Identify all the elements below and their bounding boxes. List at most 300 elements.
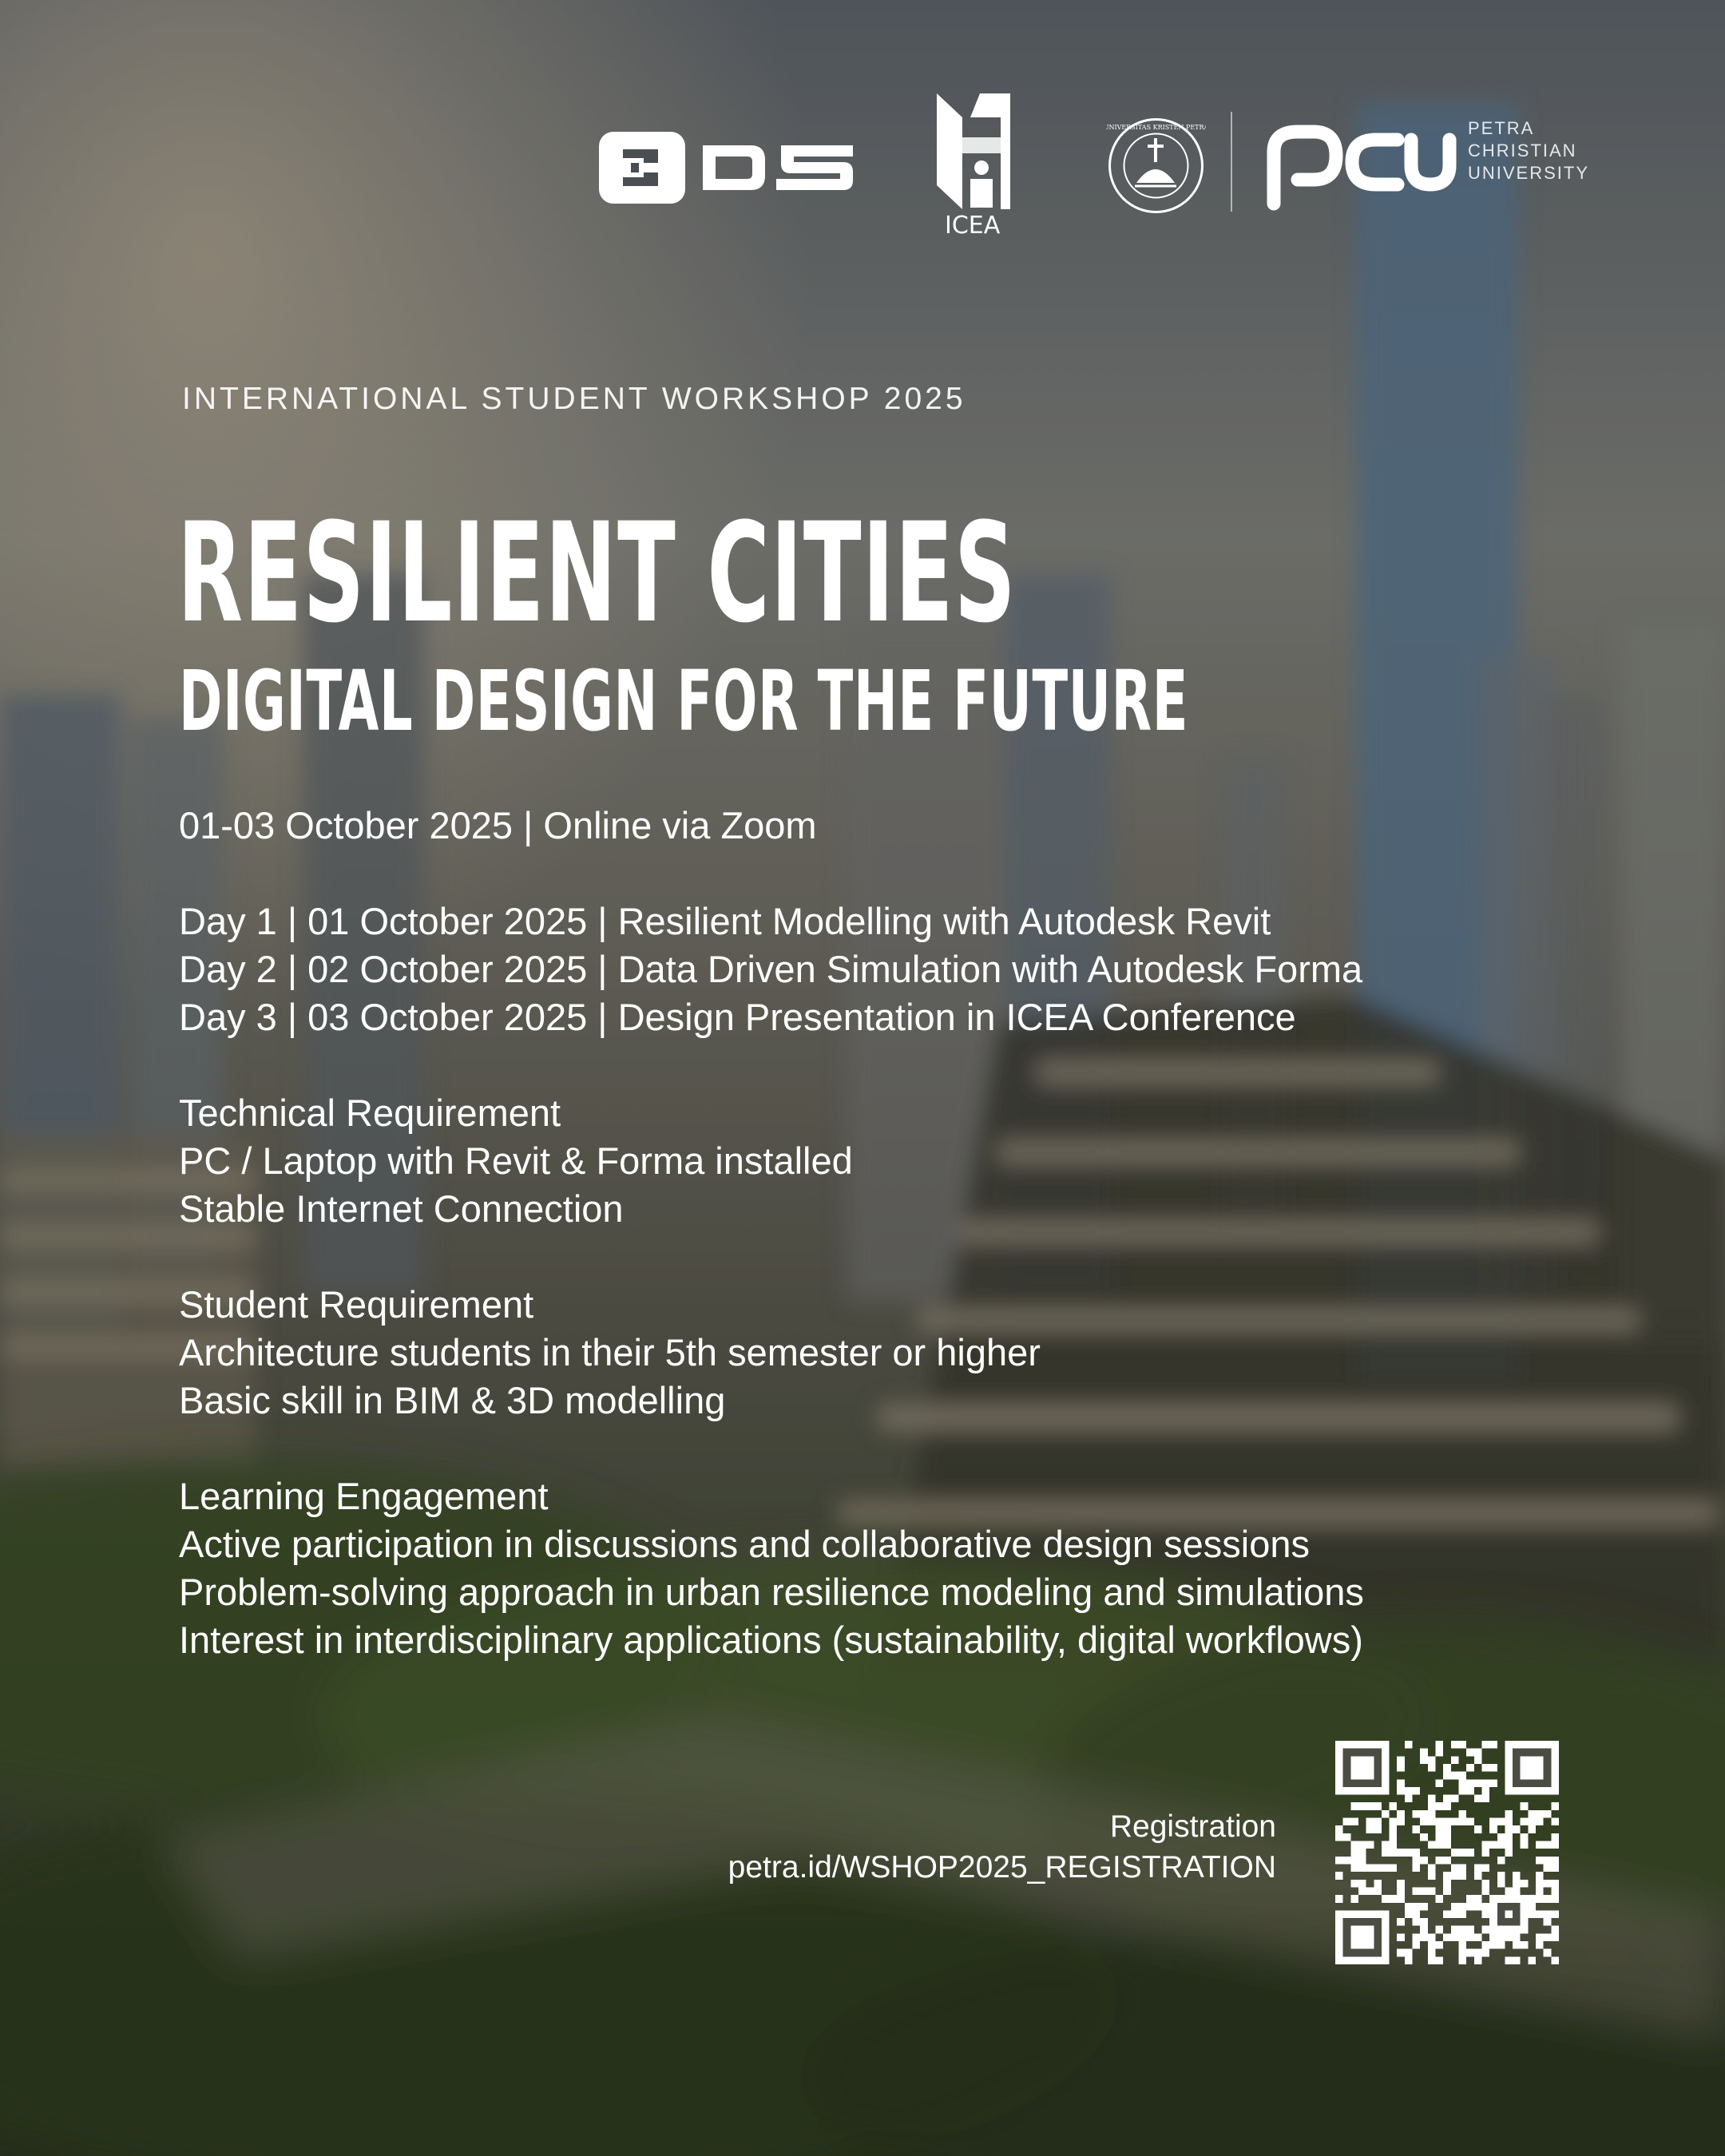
qr-module xyxy=(1458,1741,1466,1749)
qr-module xyxy=(1335,1872,1343,1880)
qr-module xyxy=(1405,1956,1413,1964)
registration-link[interactable]: petra.id/WSHOP2025_REGISTRATION xyxy=(728,1850,1276,1885)
qr-module xyxy=(1443,1841,1451,1849)
qr-module xyxy=(1374,1818,1382,1826)
qr-module xyxy=(1397,1880,1405,1888)
qr-module xyxy=(1335,1895,1343,1903)
qr-module xyxy=(1428,1956,1436,1964)
qr-module xyxy=(1397,1756,1405,1764)
qr-module xyxy=(1489,1941,1497,1949)
qr-module xyxy=(1428,1802,1436,1810)
qr-module xyxy=(1397,1887,1405,1895)
qr-module xyxy=(1436,1741,1444,1749)
qr-module xyxy=(1489,1741,1497,1749)
technical-heading: Technical Requirement xyxy=(179,1092,561,1134)
qr-module xyxy=(1428,1933,1436,1941)
qr-module xyxy=(1481,1880,1489,1888)
qr-module xyxy=(1366,1818,1374,1826)
qr-module xyxy=(1551,1802,1559,1810)
qr-module xyxy=(1390,1849,1398,1857)
list-item: Architecture students in their 5th semester or higher xyxy=(179,1331,1041,1373)
qr-module xyxy=(1374,1864,1382,1872)
qr-module xyxy=(1505,1910,1513,1918)
pcu-mark: pcu xyxy=(1266,116,1267,117)
qr-module xyxy=(1458,1849,1466,1857)
qr-module xyxy=(1397,1779,1405,1787)
qr-module xyxy=(1443,1910,1451,1918)
qr-module xyxy=(1366,1825,1374,1833)
qr-module xyxy=(1350,1895,1358,1903)
qr-module xyxy=(1466,1818,1474,1826)
qr-module xyxy=(1443,1933,1451,1941)
qr-module xyxy=(1382,1810,1390,1818)
qr-module xyxy=(1350,1864,1358,1872)
qr-module xyxy=(1420,1926,1428,1934)
qr-module xyxy=(1521,1833,1529,1841)
qr-module xyxy=(1544,1949,1552,1957)
qr-module xyxy=(1350,1756,1374,1779)
qr-module xyxy=(1458,1903,1466,1911)
qr-module xyxy=(1413,1825,1421,1833)
qr-module xyxy=(1513,1887,1521,1895)
qr-module xyxy=(1413,1887,1421,1895)
qr-module xyxy=(1428,1795,1436,1803)
qr-module xyxy=(1420,1756,1428,1764)
qr-module xyxy=(1428,1764,1436,1772)
qr-module xyxy=(1382,1849,1390,1857)
logo-divider xyxy=(1231,112,1232,212)
qr-module xyxy=(1420,1918,1428,1926)
qr-module xyxy=(1413,1903,1421,1911)
qr-module xyxy=(1551,1841,1559,1849)
qr-module xyxy=(1413,1849,1421,1857)
qr-module xyxy=(1451,1926,1459,1934)
qr-module xyxy=(1513,1825,1521,1833)
qr-module xyxy=(1528,1903,1536,1911)
qr-module xyxy=(1428,1810,1436,1818)
list-item: Basic skill in BIM & 3D modelling xyxy=(179,1379,726,1421)
qr-module xyxy=(1350,1841,1358,1849)
qr-module xyxy=(1536,1818,1544,1826)
qr-module xyxy=(1513,1880,1521,1888)
qr-module xyxy=(1481,1741,1489,1749)
qr-module xyxy=(1466,1926,1474,1934)
qr-module xyxy=(1443,1880,1451,1888)
qr-module xyxy=(1528,1956,1536,1964)
qr-module xyxy=(1374,1825,1382,1833)
qr-module xyxy=(1458,1956,1466,1964)
qr-module xyxy=(1358,1887,1366,1895)
qr-module xyxy=(1458,1933,1466,1941)
qr-module xyxy=(1489,1825,1497,1833)
qr-module xyxy=(1466,1764,1474,1772)
qr-module xyxy=(1466,1787,1474,1795)
qr-module xyxy=(1420,1857,1428,1865)
qr-module xyxy=(1513,1872,1521,1880)
qr-module xyxy=(1405,1787,1413,1795)
qr-module xyxy=(1489,1779,1497,1787)
qr-module xyxy=(1481,1926,1489,1934)
list-item: Interest in interdisciplinary applications (sustainability, digital workflows) xyxy=(179,1619,1363,1661)
qr-module xyxy=(1474,1933,1482,1941)
qr-module xyxy=(1405,1949,1413,1957)
qr-module xyxy=(1505,1825,1513,1833)
qr-module xyxy=(1350,1857,1358,1865)
qr-module xyxy=(1358,1841,1366,1849)
qr-module xyxy=(1397,1818,1405,1826)
event-date-line: 01-03 October 2025 | Online via Zoom xyxy=(179,804,817,846)
qr-module xyxy=(1474,1949,1482,1957)
qr-module xyxy=(1551,1818,1559,1826)
qr-module xyxy=(1397,1849,1405,1857)
qr-module xyxy=(1436,1749,1444,1757)
qr-module xyxy=(1528,1910,1536,1918)
qr-module xyxy=(1436,1802,1444,1810)
qr-module xyxy=(1497,1933,1505,1941)
qr-module xyxy=(1544,1810,1552,1818)
qr-module xyxy=(1513,1933,1521,1941)
list-item: Problem-solving approach in urban resilience modeling and simulations xyxy=(179,1571,1364,1613)
qr-module xyxy=(1413,1910,1421,1918)
dassault-name: 3DS xyxy=(599,128,601,129)
qr-module xyxy=(1481,1787,1489,1795)
qr-module xyxy=(1551,1910,1559,1918)
qr-module xyxy=(1428,1818,1436,1826)
qr-module xyxy=(1436,1779,1444,1787)
qr-module xyxy=(1358,1857,1366,1865)
qr-module xyxy=(1521,1941,1529,1949)
qr-module xyxy=(1458,1787,1466,1795)
qr-module xyxy=(1505,1818,1513,1826)
qr-module xyxy=(1390,1864,1398,1872)
qr-module xyxy=(1350,1926,1374,1949)
qr-module xyxy=(1413,1810,1421,1818)
qr-module xyxy=(1343,1833,1351,1841)
qr-module xyxy=(1451,1872,1459,1880)
qr-module xyxy=(1451,1903,1459,1911)
qr-module xyxy=(1536,1810,1544,1818)
qr-module xyxy=(1536,1910,1544,1918)
qr-module xyxy=(1451,1795,1459,1803)
schedule-list xyxy=(179,898,1537,1041)
qr-module xyxy=(1481,1949,1489,1957)
qr-module xyxy=(1536,1895,1544,1903)
university-seal-logo xyxy=(1106,116,1206,216)
qr-module xyxy=(1436,1956,1444,1964)
qr-module xyxy=(1413,1787,1421,1795)
qr-module xyxy=(1536,1857,1544,1865)
qr-module xyxy=(1443,1887,1451,1895)
qr-module xyxy=(1390,1895,1398,1903)
qr-module xyxy=(1436,1841,1444,1849)
qr-module xyxy=(1466,1933,1474,1941)
qr-module xyxy=(1481,1849,1489,1857)
pcu-line-christian: CHRISTIAN xyxy=(1468,141,1577,161)
qr-module xyxy=(1458,1779,1466,1787)
qr-module xyxy=(1489,1841,1497,1849)
qr-module xyxy=(1505,1833,1513,1841)
qr-module xyxy=(1474,1749,1482,1757)
pcu-line-petra: PETRA xyxy=(1468,118,1535,138)
qr-module xyxy=(1358,1864,1366,1872)
pcu-name-block xyxy=(1468,117,1628,184)
qr-module xyxy=(1443,1795,1451,1803)
qr-module xyxy=(1443,1764,1451,1772)
qr-module xyxy=(1481,1779,1489,1787)
qr-module xyxy=(1397,1918,1405,1926)
qr-module xyxy=(1536,1887,1544,1895)
qr-module xyxy=(1528,1825,1536,1833)
qr-module xyxy=(1505,1956,1513,1964)
qr-module xyxy=(1466,1949,1474,1957)
qr-module xyxy=(1343,1818,1351,1826)
qr-module xyxy=(1544,1880,1552,1888)
qr-module xyxy=(1451,1910,1459,1918)
page-title: RESILIENT CITIES xyxy=(177,493,1017,653)
list-item: Active participation in discussions and collaborative design sessions xyxy=(179,1523,1310,1565)
qr-module xyxy=(1397,1949,1405,1957)
qr-module xyxy=(1397,1933,1405,1941)
schedule-day-2: Day 2 | 02 October 2025 | Data Driven Simulation with Autodesk Forma xyxy=(179,948,1363,990)
qr-module xyxy=(1544,1918,1552,1926)
qr-module xyxy=(1335,1833,1343,1841)
qr-module xyxy=(1413,1864,1421,1872)
qr-module xyxy=(1451,1933,1459,1941)
list-item: Stable Internet Connection xyxy=(179,1187,624,1230)
qr-module xyxy=(1481,1795,1489,1803)
qr-module xyxy=(1481,1941,1489,1949)
qr-module xyxy=(1390,1825,1398,1833)
qr-module xyxy=(1497,1833,1505,1841)
learning-heading: Learning Engagement xyxy=(179,1475,549,1517)
qr-module xyxy=(1458,1941,1466,1949)
qr-module xyxy=(1436,1895,1444,1903)
qr-module xyxy=(1428,1864,1436,1872)
schedule-day-3: Day 3 | 03 October 2025 | Design Presentation in ICEA Conference xyxy=(179,996,1296,1038)
qr-module xyxy=(1481,1841,1489,1849)
seal-text: UNIVERSITAS KRISTEN PETRA xyxy=(1106,124,1206,131)
qr-module xyxy=(1443,1772,1451,1780)
qr-module xyxy=(1397,1810,1405,1818)
qr-module xyxy=(1497,1818,1505,1826)
qr-module xyxy=(1443,1825,1451,1833)
qr-module xyxy=(1481,1764,1489,1772)
qr-module xyxy=(1350,1802,1358,1810)
qr-module xyxy=(1528,1895,1536,1903)
qr-module xyxy=(1420,1749,1428,1757)
qr-module xyxy=(1551,1956,1559,1964)
qr-module xyxy=(1420,1903,1428,1911)
qr-module xyxy=(1497,1841,1505,1849)
learning-engagement-section xyxy=(179,1472,1537,1664)
qr-module xyxy=(1397,1787,1405,1795)
qr-module xyxy=(1551,1880,1559,1888)
qr-module xyxy=(1350,1849,1358,1857)
qr-module xyxy=(1458,1872,1466,1880)
qr-module xyxy=(1489,1764,1497,1772)
qr-module xyxy=(1420,1933,1428,1941)
qr-module xyxy=(1358,1802,1366,1810)
qr-module xyxy=(1551,1833,1559,1841)
qr-module xyxy=(1451,1849,1459,1857)
qr-module xyxy=(1451,1741,1459,1749)
pcu-logo xyxy=(1266,116,1457,212)
student-requirement-section xyxy=(179,1281,1537,1425)
qr-module xyxy=(1536,1880,1544,1888)
qr-module xyxy=(1489,1818,1497,1826)
qr-module xyxy=(1513,1941,1521,1949)
qr-module xyxy=(1528,1810,1536,1818)
qr-module xyxy=(1451,1756,1459,1764)
qr-module xyxy=(1489,1933,1497,1941)
qr-module xyxy=(1436,1825,1444,1833)
qr-module xyxy=(1366,1841,1374,1849)
qr-module xyxy=(1497,1857,1505,1865)
student-heading: Student Requirement xyxy=(179,1283,534,1326)
qr-module xyxy=(1536,1872,1544,1880)
qr-module xyxy=(1544,1910,1552,1918)
qr-module xyxy=(1428,1841,1436,1849)
qr-module xyxy=(1335,1857,1343,1865)
qr-module xyxy=(1420,1887,1428,1895)
qr-module xyxy=(1443,1802,1451,1810)
qr-module xyxy=(1528,1818,1536,1826)
qr-module xyxy=(1382,1895,1390,1903)
pcu-line-university: UNIVERSITY xyxy=(1468,163,1590,183)
qr-module xyxy=(1513,1956,1521,1964)
qr-module xyxy=(1343,1857,1351,1865)
qr-module xyxy=(1474,1779,1482,1787)
page-subtitle: DIGITAL DESIGN FOR THE FUTURE xyxy=(179,652,1189,750)
qr-module xyxy=(1374,1887,1382,1895)
qr-module xyxy=(1536,1933,1544,1941)
registration-label: Registration xyxy=(1109,1809,1276,1844)
qr-module xyxy=(1397,1895,1405,1903)
qr-module xyxy=(1521,1818,1529,1826)
qr-module xyxy=(1551,1887,1559,1895)
qr-module xyxy=(1443,1818,1451,1826)
workshop-kicker: INTERNATIONAL STUDENT WORKSHOP 2025 xyxy=(182,382,966,416)
qr-module xyxy=(1405,1849,1413,1857)
qr-module xyxy=(1428,1887,1436,1895)
dassault-3ds-logo xyxy=(599,128,855,208)
qr-module xyxy=(1451,1864,1459,1872)
qr-module xyxy=(1474,1825,1482,1833)
qr-module xyxy=(1505,1849,1513,1857)
icea-logo xyxy=(930,89,1026,241)
qr-module xyxy=(1458,1772,1466,1780)
qr-module xyxy=(1505,1841,1513,1849)
qr-module xyxy=(1544,1933,1552,1941)
qr-module xyxy=(1405,1903,1413,1911)
qr-module xyxy=(1390,1833,1398,1841)
qr-module xyxy=(1358,1880,1366,1888)
qr-module xyxy=(1466,1903,1474,1911)
schedule-day-1: Day 1 | 01 October 2025 | Resilient Modelling with Autodesk Revit xyxy=(179,900,1271,942)
icea-name: ICEA xyxy=(945,212,1001,240)
qr-module xyxy=(1358,1849,1366,1857)
qr-module xyxy=(1405,1741,1413,1749)
qr-module xyxy=(1474,1795,1482,1803)
qr-module xyxy=(1428,1941,1436,1949)
qr-module xyxy=(1405,1910,1413,1918)
technical-requirement-section xyxy=(179,1089,1537,1233)
qr-module xyxy=(1413,1857,1421,1865)
qr-module xyxy=(1521,1802,1529,1810)
qr-module xyxy=(1420,1810,1428,1818)
qr-module xyxy=(1474,1903,1482,1911)
qr-module xyxy=(1551,1926,1559,1934)
qr-module xyxy=(1474,1956,1482,1964)
qr-module xyxy=(1443,1872,1451,1880)
qr-module xyxy=(1413,1933,1421,1941)
qr-module xyxy=(1481,1910,1489,1918)
qr-module xyxy=(1451,1818,1459,1826)
qr-module xyxy=(1536,1941,1544,1949)
qr-module xyxy=(1350,1818,1358,1826)
qr-module xyxy=(1366,1864,1374,1872)
qr-module xyxy=(1466,1749,1474,1757)
qr-module xyxy=(1366,1887,1374,1895)
qr-module xyxy=(1505,1887,1513,1895)
qr-module xyxy=(1428,1872,1436,1880)
qr-module xyxy=(1544,1857,1552,1865)
list-item: PC / Laptop with Revit & Forma installed xyxy=(179,1139,853,1182)
qr-module xyxy=(1366,1802,1374,1810)
qr-module xyxy=(1481,1864,1489,1872)
qr-module xyxy=(1458,1818,1466,1826)
qr-module xyxy=(1466,1895,1474,1903)
qr-module xyxy=(1436,1833,1444,1841)
qr-module xyxy=(1413,1941,1421,1949)
qr-module xyxy=(1428,1949,1436,1957)
qr-module xyxy=(1551,1933,1559,1941)
qr-module xyxy=(1551,1857,1559,1865)
qr-module xyxy=(1521,1756,1544,1779)
qr-module xyxy=(1397,1764,1405,1772)
qr-module xyxy=(1458,1949,1466,1957)
qr-module xyxy=(1374,1802,1382,1810)
qr-module xyxy=(1466,1849,1474,1857)
qr-module xyxy=(1350,1880,1358,1888)
qr-module xyxy=(1405,1795,1413,1803)
qr-module xyxy=(1390,1818,1398,1826)
qr-module xyxy=(1390,1841,1398,1849)
qr-module xyxy=(1428,1756,1436,1764)
qr-module xyxy=(1458,1864,1466,1872)
qr-module xyxy=(1481,1903,1489,1911)
qr-module xyxy=(1481,1887,1489,1895)
qr-module xyxy=(1474,1872,1482,1880)
qr-module xyxy=(1544,1841,1552,1849)
qr-module xyxy=(1497,1941,1505,1949)
qr-module xyxy=(1382,1841,1390,1849)
qr-module xyxy=(1443,1857,1451,1865)
qr-module xyxy=(1436,1941,1444,1949)
registration-qr-code[interactable] xyxy=(1335,1741,1559,1964)
qr-module xyxy=(1335,1825,1343,1833)
qr-module xyxy=(1458,1810,1466,1818)
qr-module xyxy=(1420,1818,1428,1826)
qr-module xyxy=(1458,1910,1466,1918)
qr-module xyxy=(1536,1841,1544,1849)
qr-module xyxy=(1544,1895,1552,1903)
qr-module xyxy=(1451,1772,1459,1780)
qr-module xyxy=(1374,1880,1382,1888)
qr-module xyxy=(1497,1872,1505,1880)
qr-module xyxy=(1544,1864,1552,1872)
qr-module xyxy=(1382,1864,1390,1872)
